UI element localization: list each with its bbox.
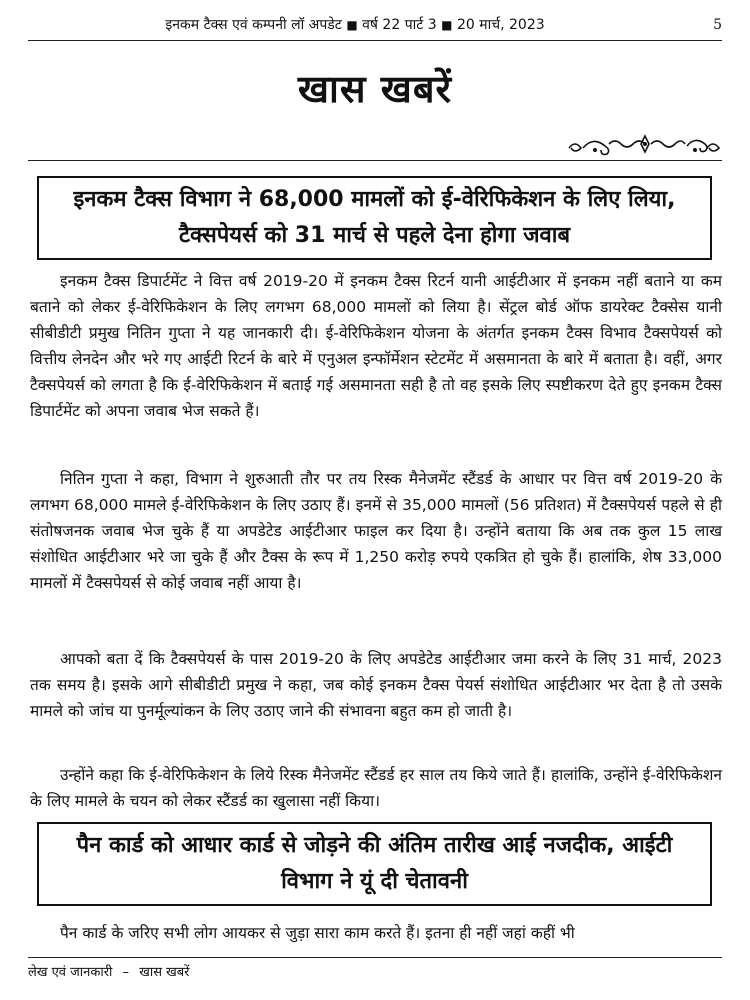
publication-name: इनकम टैक्स एवं कम्पनी लॉ अपडेट	[165, 17, 342, 33]
article1-paragraph: नितिन गुप्ता ने कहा, विभाग ने शुरुआती तौर पर तय रिस्क मैनेजमेंट स्टैंडर्ड के आधार पर वित्त वर्ष 2019-20 के लगभग 68,000 मामले ई-वेरिफिकेशन के लिए उठाए हैं। इनमें से 35,000 मामलों (56 प्रतिशत) में टैक्सपेयर्स पहले से ही संतोषजनक जवाब भेज चुके हैं या अपडेटेड आईटीआर फाइल कर दिया है। उन्होंने बताया कि अब तक कुल 15 लाख संशोधित आईटीआर भरे जा चुके हैं और टैक्स के रूप में 1,250 करोड़ रुपये एकत्रित हो चुके हैं। हालांकि, शेष 33,000 मामलों में टैक्सपेयर्स से कोई जवाब नहीं आया है।	[30, 470, 722, 592]
section-title: खास खबरें	[297, 67, 453, 111]
footer-dash: –	[122, 965, 130, 980]
footer-section: खास खबरें	[139, 965, 190, 980]
running-header-text	[28, 14, 682, 36]
separator: ■	[346, 18, 358, 32]
ornament-flourish-icon	[565, 128, 725, 158]
running-header	[28, 14, 722, 41]
footer-category: लेख एवं जानकारी	[28, 965, 113, 980]
article1-paragraph: आपको बता दें कि टैक्सपेयर्स के पास 2019-20 के लिए अपडेटेड आईटीआर जमा करने के लिए 31 मार्च, 2023 तक समय है। इसके आगे सीबीडीटी प्रमुख ने कहा, जब कोई इनकम टैक्स पेयर्स संशोधित आईटीआर भर देता है तो उसके मामले को जांच या पुनर्मूल्यांकन के लिए उठाए जाने की संभावना बहुत कम हो जाती है।	[30, 650, 722, 720]
issue-date: 20 मार्च, 2023	[456, 17, 545, 33]
article1-paragraph: इनकम टैक्स डिपार्टमेंट ने वित्त वर्ष 2019-20 में इनकम टैक्स रिटर्न यानी आईटीआर में इनकम नहीं बताने या कम बताने को लेकर ई-वेरिफिकेशन के लिए लगभग 68,000 मामलों को लिया है। सेंट्रल बोर्ड ऑफ डायरेक्ट टैक्सेस यानी सीबीडीटी प्रमुख नितिन गुप्ता ने यह जानकारी दी। ई-वेरिफिकेशन योजना के अंतर्गत इनकम टैक्स विभाव टैक्सपेयर्स को वित्तीय लेनदेन और भरे गए आईटी रिटर्न के बारे में एनुअल इन्फॉर्मेशन स्टेटमेंट में असमानता के बारे में बताता है। वहीं, अगर टैक्सपेयर्स को लगता है कि ई-वेरिफिकेशन में बताई गई असमानता सही है तो वह इसके लिए स्पष्टीकरण देते हुए इनकम टैक्स डिपार्टमेंट को अपना जवाब भेज सकते हैं।	[30, 272, 722, 420]
section-divider	[28, 160, 722, 161]
volume-info: वर्ष 22 पार्ट 3	[362, 17, 437, 33]
page-footer	[28, 957, 722, 980]
article2-headline: पैन कार्ड को आधार कार्ड से जोड़ने की अंतिम तारीख आई नजदीक, आईटी विभाग ने यूं दी चेतावनी	[37, 822, 712, 906]
page-number: 5	[713, 17, 722, 33]
article1-paragraph: उन्होंने कहा कि ई-वेरिफिकेशन के लिये रिस्क मैनेजमेंट स्टैंडर्ड हर साल तय किये जाते हैं। हालांकि, उन्होंने ई-वेरिफिकेशन के लिए मामले के चयन को लेकर स्टैंडर्ड का खुलासा नहीं किया।	[30, 766, 722, 810]
article1-headline: इनकम टैक्स विभाग ने 68,000 मामलों को ई-वेरिफिकेशन के लिए लिया, टैक्सपेयर्स को 31 मार्च से पहले देना होगा जवाब	[37, 176, 712, 260]
separator: ■	[441, 18, 453, 32]
article2-paragraph: पैन कार्ड के जरिए सभी लोग आयकर से जुड़ा सारा काम करते हैं। इतना ही नहीं जहां कहीं भी	[60, 924, 575, 942]
